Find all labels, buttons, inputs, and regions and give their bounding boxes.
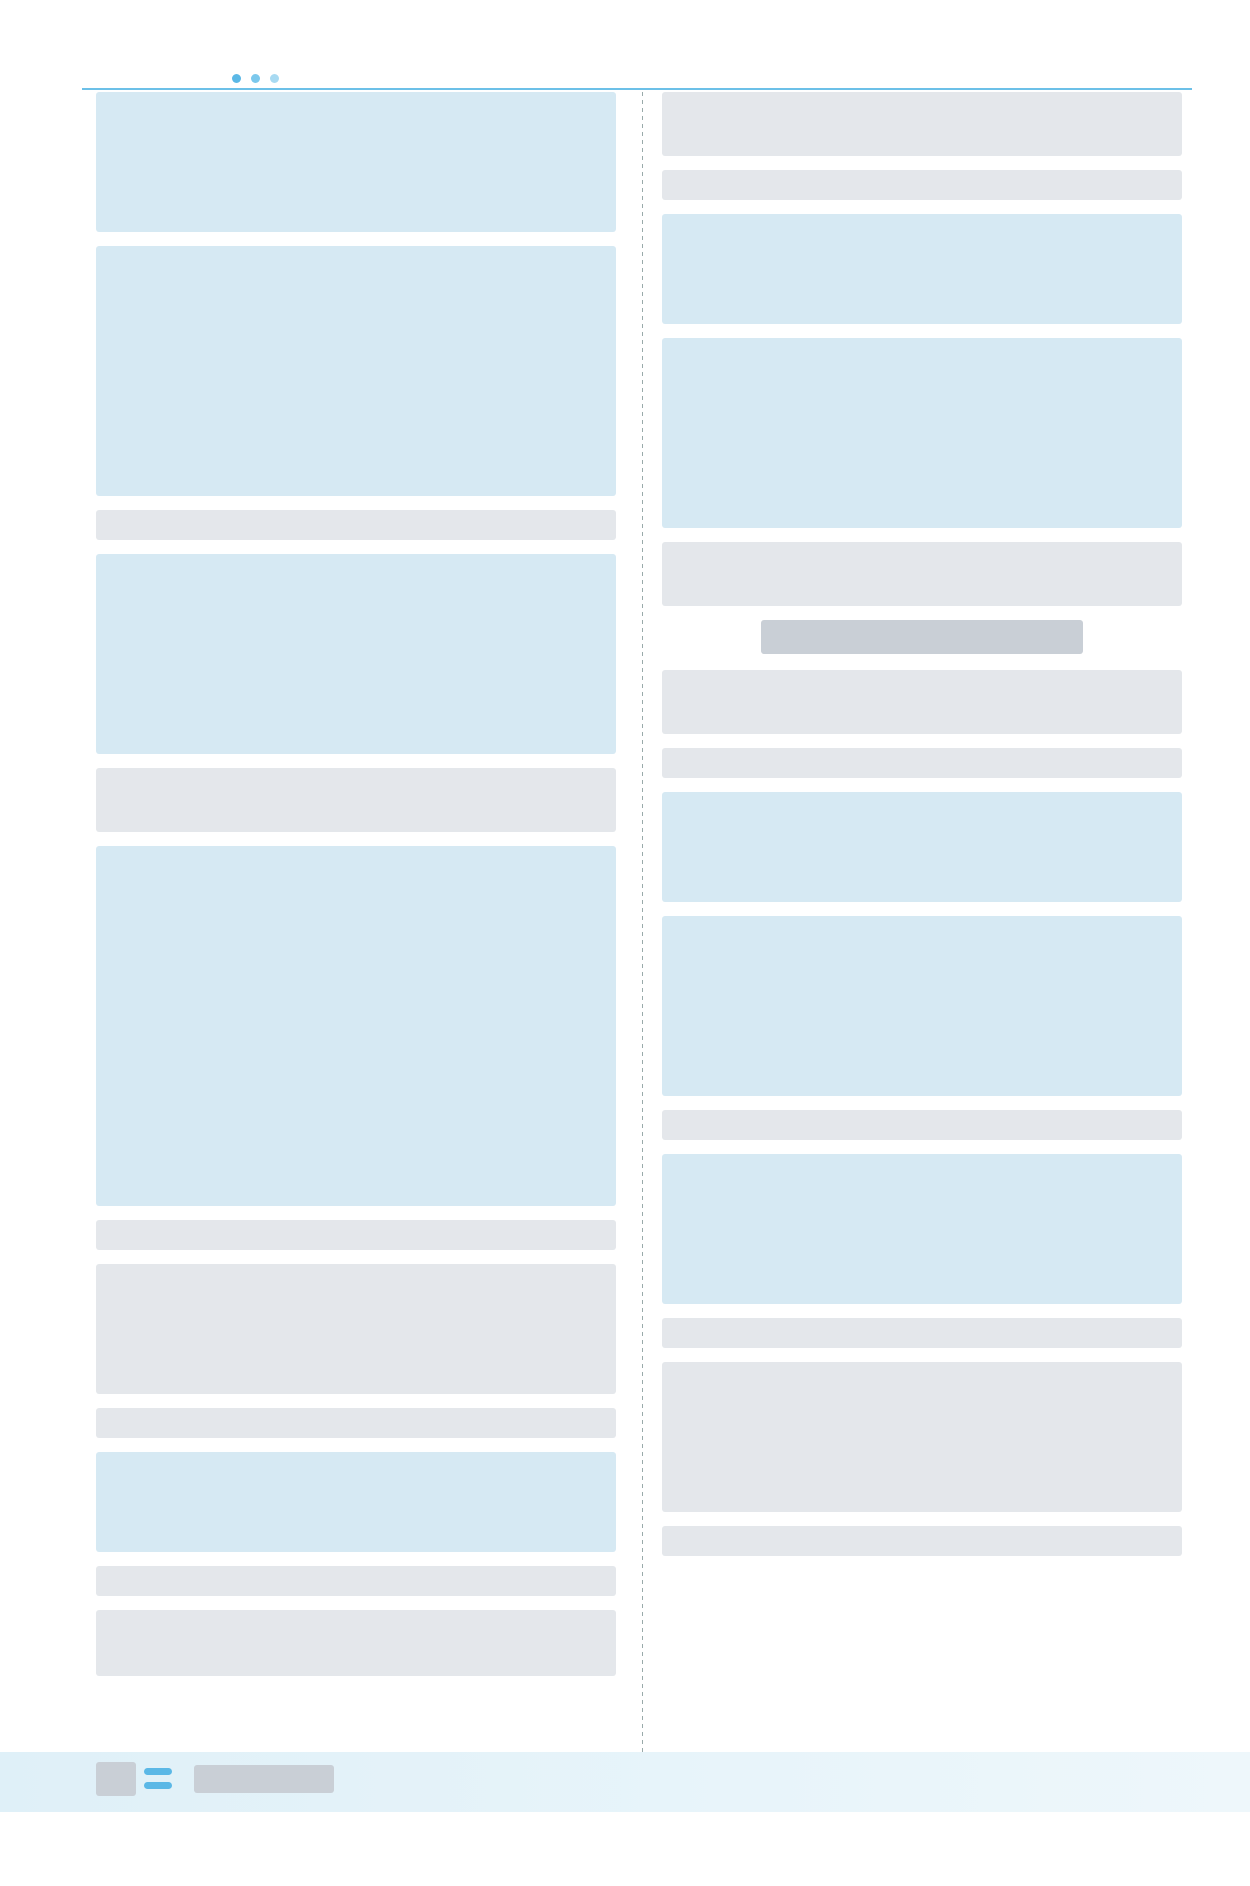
column-divider — [642, 92, 643, 1752]
footer-bar — [144, 1768, 172, 1775]
footer-bars-icon — [144, 1768, 172, 1796]
text-block — [662, 338, 1182, 528]
text-block — [96, 554, 616, 754]
text-block — [96, 92, 616, 232]
text-block — [662, 92, 1182, 156]
text-block — [662, 1154, 1182, 1304]
text-block — [662, 1526, 1182, 1556]
text-block — [96, 1452, 616, 1552]
header-dot — [232, 74, 241, 83]
footer-bar — [144, 1782, 172, 1789]
text-block — [662, 748, 1182, 778]
text-block — [662, 670, 1182, 734]
header-dot — [251, 74, 260, 83]
left-column — [96, 92, 616, 1690]
text-block — [96, 510, 616, 540]
text-block — [96, 1566, 616, 1596]
text-block — [662, 1362, 1182, 1512]
header-rule — [82, 88, 1192, 90]
text-block — [662, 542, 1182, 606]
text-block — [96, 1264, 616, 1394]
text-block — [662, 792, 1182, 902]
right-column — [662, 92, 1182, 1570]
text-block — [96, 1610, 616, 1676]
text-block — [662, 170, 1182, 200]
text-block — [662, 1318, 1182, 1348]
page-number — [96, 1762, 136, 1796]
text-block — [96, 246, 616, 496]
text-block — [662, 214, 1182, 324]
footer-band — [0, 1752, 1250, 1812]
footer-label — [194, 1765, 334, 1793]
header-dot — [270, 74, 279, 83]
text-block — [662, 916, 1182, 1096]
text-block — [662, 1110, 1182, 1140]
text-block — [96, 1220, 616, 1250]
text-block — [96, 768, 616, 832]
text-block — [96, 846, 616, 1206]
page-header — [82, 48, 1192, 88]
header-dots — [232, 68, 284, 87]
text-block — [96, 1408, 616, 1438]
section-heading — [761, 620, 1083, 654]
